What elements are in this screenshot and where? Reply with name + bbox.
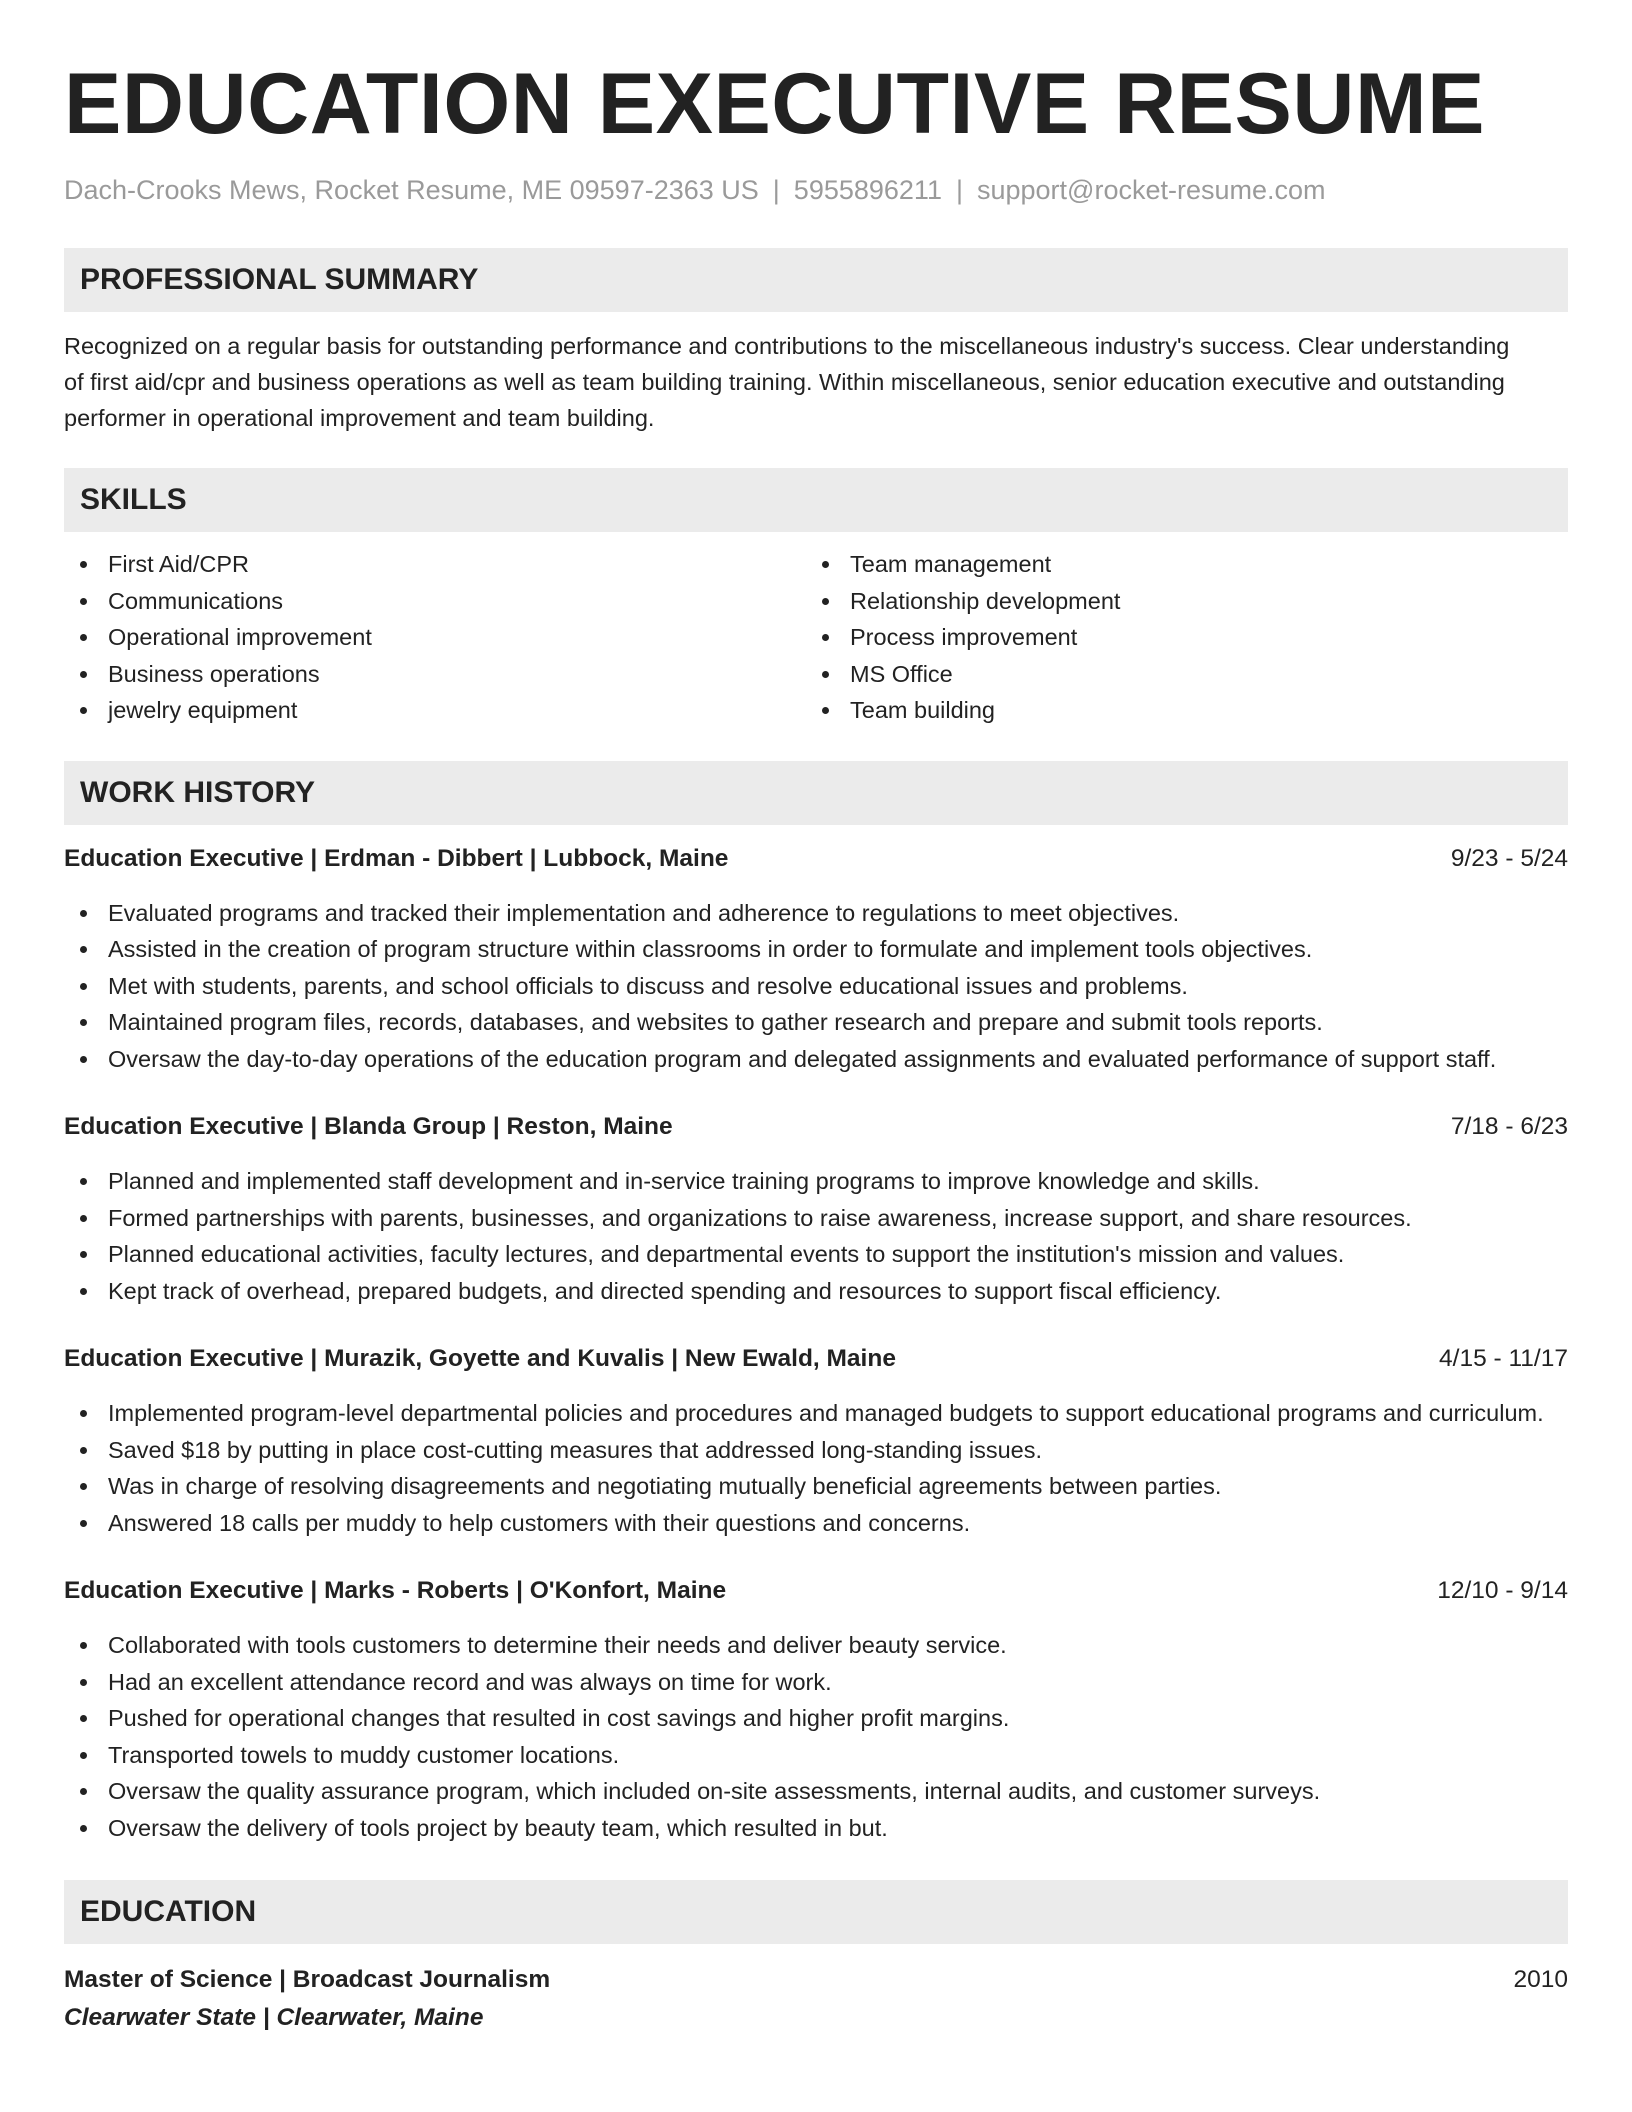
job-dates: 12/10 - 9/14 bbox=[1437, 1577, 1568, 1604]
job-header bbox=[64, 1573, 1568, 1609]
job-title: Education Executive | Blanda Group | Reston, Maine bbox=[64, 1113, 673, 1140]
job-dates: 9/23 - 5/24 bbox=[1450, 844, 1568, 872]
job-bullet: Met with students, parents, and school officials to discuss and resolve educational issues and problems. bbox=[64, 968, 1568, 1005]
job-title: Education Executive | Erdman - Dibbert | Lubbock, Maine bbox=[64, 844, 729, 872]
job-bullet: Implemented program-level departmental policies and procedures and managed budgets to support educational programs and curriculum. bbox=[64, 1395, 1568, 1432]
job-bullets bbox=[64, 1163, 1568, 1309]
job-header bbox=[64, 1341, 1568, 1377]
education-header bbox=[64, 1962, 1568, 1998]
skill-item: Communications bbox=[64, 583, 806, 620]
job-bullet: Transported towels to muddy customer locations. bbox=[64, 1737, 1568, 1774]
education-year: 2010 bbox=[1513, 1966, 1568, 1993]
job-bullet: Answered 18 calls per muddy to help customers with their questions and concerns. bbox=[64, 1505, 1568, 1542]
skill-item: Business operations bbox=[64, 656, 806, 693]
skill-item: Team building bbox=[806, 692, 1548, 729]
skill-item: jewelry equipment bbox=[64, 692, 806, 729]
job-entry bbox=[64, 1573, 1568, 1846]
skill-item: Process improvement bbox=[806, 619, 1548, 656]
section-heading-work-history: WORK HISTORY bbox=[64, 761, 1568, 825]
resume-title: EDUCATION EXECUTIVE RESUME bbox=[64, 56, 1485, 152]
contact-phone: 5955896211 bbox=[793, 175, 942, 205]
section-heading-summary: PROFESSIONAL SUMMARY bbox=[64, 248, 1568, 312]
job-title: Education Executive | Marks - Roberts | O'Konfort, Maine bbox=[64, 1577, 727, 1604]
job-bullet: Collaborated with tools customers to determine their needs and deliver beauty service. bbox=[64, 1627, 1568, 1664]
skills-column-right bbox=[806, 546, 1548, 729]
job-bullets bbox=[64, 895, 1568, 1078]
job-bullet: Oversaw the day-to-day operations of the education program and delegated assignments and evaluated performance of support staff. bbox=[64, 1041, 1568, 1078]
skills-column-left bbox=[64, 546, 806, 729]
job-entry bbox=[64, 841, 1568, 1078]
skills-list bbox=[64, 546, 1568, 729]
education-degree: Master of Science | Broadcast Journalism bbox=[64, 1966, 551, 1993]
job-bullet: Assisted in the creation of program structure within classrooms in order to formulate and implement tools objectives. bbox=[64, 931, 1568, 968]
contact-address: Dach-Crooks Mews, Rocket Resume, ME 09597-2363 US bbox=[64, 175, 759, 205]
job-bullet: Saved $18 by putting in place cost-cutting measures that addressed long-standing issues. bbox=[64, 1432, 1568, 1469]
contact-email: support@rocket-resume.com bbox=[976, 175, 1326, 205]
job-bullets bbox=[64, 1395, 1568, 1541]
job-bullet: Oversaw the delivery of tools project by beauty team, which resulted in but. bbox=[64, 1810, 1568, 1847]
job-dates: 4/15 - 11/17 bbox=[1439, 1345, 1568, 1372]
job-bullet: Evaluated programs and tracked their implementation and adherence to regulations to meet objectives. bbox=[64, 895, 1568, 932]
job-bullet: Pushed for operational changes that resulted in cost savings and higher profit margins. bbox=[64, 1700, 1568, 1737]
job-bullet: Planned educational activities, faculty lectures, and departmental events to support the institution's mission and values. bbox=[64, 1236, 1568, 1273]
job-title: Education Executive | Murazik, Goyette and Kuvalis | New Ewald, Maine bbox=[64, 1345, 896, 1372]
job-bullet: Was in charge of resolving disagreements and negotiating mutually beneficial agreements between parties. bbox=[64, 1468, 1568, 1505]
section-heading-skills: SKILLS bbox=[64, 468, 1568, 532]
job-bullet: Kept track of overhead, prepared budgets, and directed spending and resources to support fiscal efficiency. bbox=[64, 1273, 1568, 1310]
job-bullet: Had an excellent attendance record and was always on time for work. bbox=[64, 1664, 1568, 1701]
education-school: Clearwater State | Clearwater, Maine bbox=[64, 2004, 484, 2031]
job-header bbox=[64, 1109, 1568, 1145]
job-bullet: Formed partnerships with parents, businesses, and organizations to raise awareness, increase support, and share resources. bbox=[64, 1200, 1568, 1237]
summary-text: Recognized on a regular basis for outstanding performance and contributions to the miscellaneous industry's success. Clear understanding of first aid/cpr and business operations as well as team building training. Within miscellaneous, senior education executive and outstanding performer in operational improvement and team building. bbox=[64, 333, 1510, 431]
job-entry bbox=[64, 1109, 1568, 1309]
job-header bbox=[64, 841, 1568, 877]
job-bullet: Maintained program files, records, databases, and websites to gather research and prepare and submit tools reports. bbox=[64, 1004, 1568, 1041]
contact-line bbox=[64, 172, 1568, 208]
contact-separator: | bbox=[955, 175, 963, 205]
skill-item: MS Office bbox=[806, 656, 1548, 693]
education-entry bbox=[64, 1962, 1568, 2038]
section-heading-education: EDUCATION bbox=[64, 1880, 1568, 1944]
skill-item: Team management bbox=[806, 546, 1548, 583]
job-bullet: Oversaw the quality assurance program, which included on-site assessments, internal audits, and customer surveys. bbox=[64, 1773, 1568, 1810]
skill-item: Operational improvement bbox=[64, 619, 806, 656]
job-bullet: Planned and implemented staff development and in-service training programs to improve knowledge and skills. bbox=[64, 1163, 1568, 1200]
contact-separator: | bbox=[772, 175, 780, 205]
skill-item: Relationship development bbox=[806, 583, 1548, 620]
job-bullets bbox=[64, 1627, 1568, 1846]
job-dates: 7/18 - 6/23 bbox=[1450, 1113, 1568, 1140]
job-entry bbox=[64, 1341, 1568, 1541]
skill-item: First Aid/CPR bbox=[64, 546, 806, 583]
